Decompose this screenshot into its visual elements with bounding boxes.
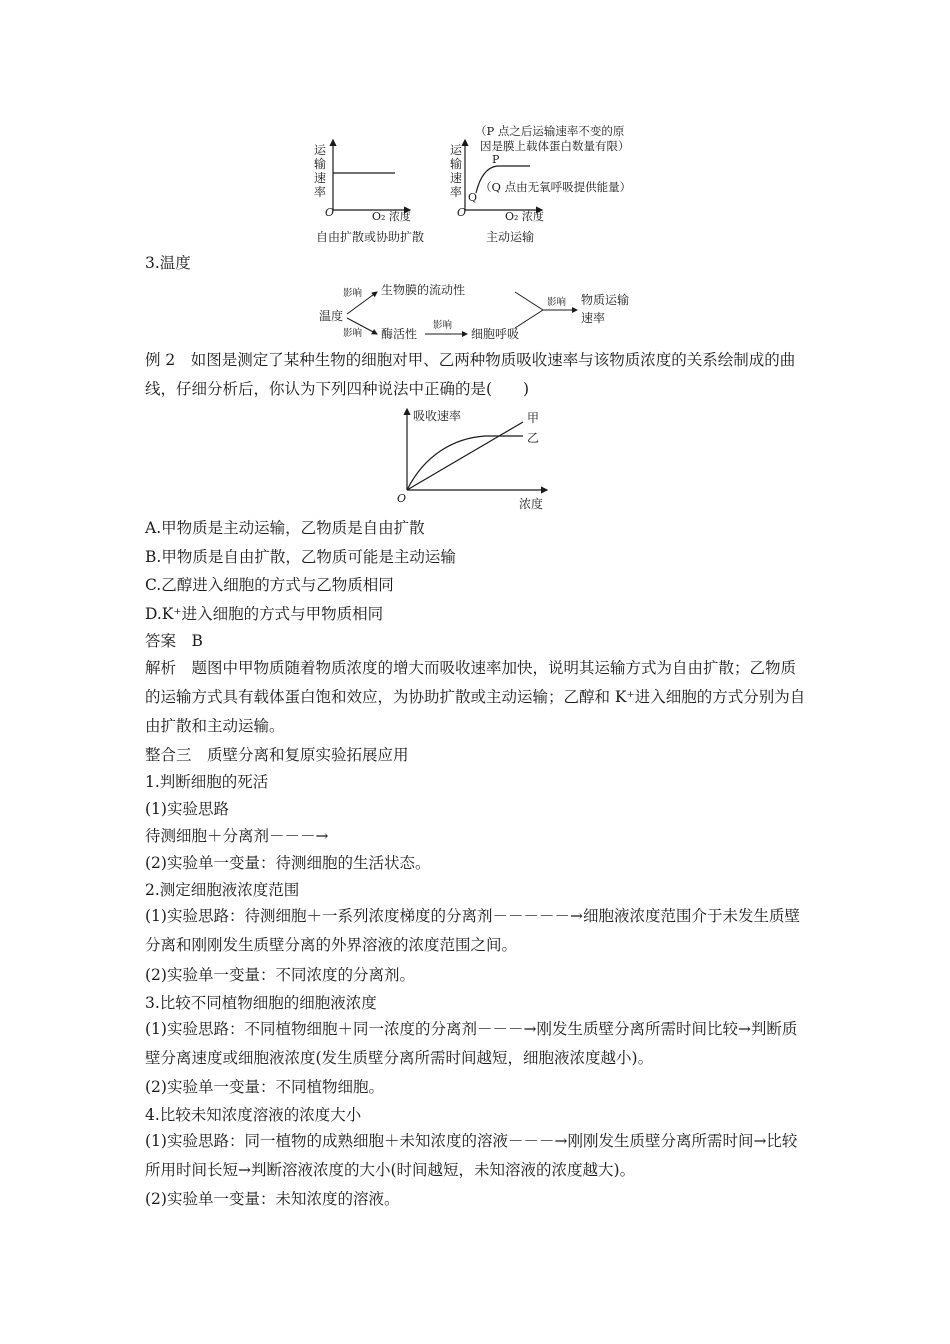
influence-label-3: 影响 <box>433 320 453 331</box>
left-caption: 自由扩散或协助扩散 <box>316 230 425 244</box>
integration-3-title: 整合三 质壁分离和复原实验拓展应用 <box>145 746 409 764</box>
item-2-title: 2.测定细胞液浓度范围 <box>145 881 300 899</box>
right-ylabel-2: 输 <box>450 157 463 171</box>
example-2-stem <box>145 346 810 404</box>
chart-xlabel: 浓度 <box>519 497 544 511</box>
active-transport-graph <box>450 124 631 244</box>
option-a: A.甲物质是主动运输，乙物质是自由扩散 <box>145 519 425 537</box>
right-ylabel-4: 率 <box>450 185 463 199</box>
membrane-fluidity-node: 生物膜的流动性 <box>381 283 466 297</box>
item-3-approach: (1)实验思路：不同植物细胞＋同一浓度的分离剂－－－→刚发生质壁分离所需时间比较→判断质壁分离速度或细胞液浓度(发生质壁分离所需时间越短，细胞液浓度越小)。 <box>145 1020 798 1067</box>
item-3-variable: (2)实验单一变量：不同植物细胞。 <box>145 1078 384 1096</box>
right-xlabel: O₂ 浓度 <box>505 210 544 223</box>
diffusion-graph <box>314 140 424 244</box>
analysis-block <box>145 654 810 741</box>
item-3-title: 3.比较不同植物细胞的细胞液浓度 <box>145 994 377 1012</box>
series-jia-label: 甲 <box>527 411 540 425</box>
answer: 答案 B <box>145 632 203 650</box>
right-origin: O <box>457 206 467 219</box>
right-ylabel-1: 运 <box>450 143 463 157</box>
transport-rate-node-line1: 物质运输 <box>581 293 630 307</box>
enzyme-activity-node: 酶活性 <box>381 327 418 341</box>
item-1-flow: 待测细胞＋分离剂－－－→ <box>145 827 329 845</box>
item-2-approach: (1)实验思路：待测细胞＋一系列浓度梯度的分离剂－－－－－→细胞液浓度范围介于未发生质壁分离和刚刚发生质壁分离的外界溶液的浓度范围之间。 <box>145 907 800 954</box>
influence-label-2: 影响 <box>343 328 363 339</box>
analysis: 解析 题图中甲物质随着物质浓度的增大而吸收速率加快，说明其运输方式为自由扩散；乙物质的运输方式具有载体蛋白饱和效应，为协助扩散或主动运输；乙醇和 K⁺进入细胞的方式分别为自由扩散和主动运输。 <box>145 659 806 735</box>
transport-rate-figure <box>300 118 660 246</box>
left-origin: O <box>325 206 335 219</box>
item-1-title: 1.判断细胞的死活 <box>145 773 269 791</box>
absorption-rate-chart <box>395 404 555 514</box>
item-4-title: 4.比较未知浓度溶液的浓度大小 <box>145 1106 362 1124</box>
left-ylabel-1: 运 <box>314 143 327 157</box>
item-1-approach: (1)实验思路 <box>145 800 229 818</box>
point-q-label: Q <box>468 191 478 204</box>
note-p-line2: 因是膜上载体蛋白数量有限） <box>480 139 630 153</box>
series-jia-line <box>407 422 523 490</box>
chart-ylabel: 吸收速率 <box>413 409 462 423</box>
note-q: （Q 点由无氧呼吸提供能量） <box>480 180 632 194</box>
transport-rate-node-line2: 速率 <box>581 311 606 325</box>
temperature-flow-diagram <box>315 278 635 350</box>
point-p-label: P <box>492 153 500 166</box>
option-d: D.K⁺进入细胞的方式与甲物质相同 <box>145 605 384 623</box>
option-c: C.乙醇进入细胞的方式与乙物质相同 <box>145 576 394 594</box>
right-caption: 主动运输 <box>486 230 535 244</box>
influence-label-1: 影响 <box>343 288 363 299</box>
option-b: B.甲物质是自由扩散，乙物质可能是主动运输 <box>145 548 456 566</box>
influence-label-4: 影响 <box>547 297 567 308</box>
item-4-approach: (1)实验思路：同一植物的成熟细胞＋未知浓度的溶液－－－→刚刚发生质壁分离所需时间→比较所用时间长短→判断溶液浓度的大小(时间越短，未知溶液的浓度越大)。 <box>145 1132 798 1179</box>
temperature-node: 温度 <box>319 309 344 323</box>
item-2-variable: (2)实验单一变量：不同浓度的分离剂。 <box>145 966 415 984</box>
section-3-title: 3.温度 <box>145 254 191 272</box>
series-yi-curve <box>407 436 523 490</box>
right-ylabel-3: 速 <box>450 171 463 185</box>
note-p-line1: （P 点之后运输速率不变的原 <box>475 124 625 138</box>
example-2-question: 例 2 如图是测定了某种生物的细胞对甲、乙两种物质吸收速率与该物质浓度的关系绘制成的曲线，仔细分析后，你认为下列四种说法中正确的是( ) <box>145 351 796 398</box>
left-ylabel-4: 率 <box>314 185 327 199</box>
chart-origin: O <box>397 492 407 505</box>
item-1-variable: (2)实验单一变量：待测细胞的生活状态。 <box>145 854 431 872</box>
cell-respiration-node: 细胞呼吸 <box>471 327 520 341</box>
left-ylabel-2: 输 <box>314 157 327 171</box>
item-4-variable: (2)实验单一变量：未知浓度的溶液。 <box>145 1190 400 1208</box>
left-ylabel-3: 速 <box>314 171 327 185</box>
series-yi-label: 乙 <box>527 431 540 445</box>
left-xlabel: O₂ 浓度 <box>372 210 411 223</box>
